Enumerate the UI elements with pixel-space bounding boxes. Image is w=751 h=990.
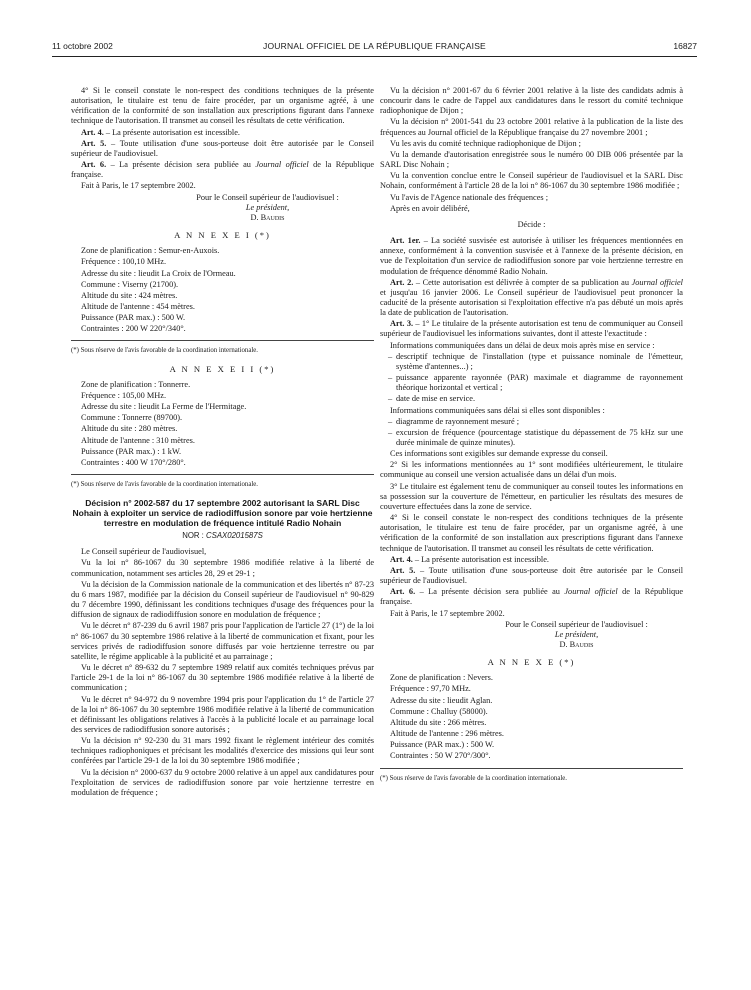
header-page-number: 16827 (673, 41, 697, 51)
annexe-field: Puissance (PAR max.) : 1 kW. (81, 446, 182, 456)
article-text: – La société susvisée est autorisée à utiliser les fréquences mentionnées en annexe, conformément à la convention susvisée et à l'annexe de la présente décision, en vue de l'exploitation d'un service de radiodiffusion sonore par voie hertzienne terrestre en modulation de fréquence dénommé Radio Nohain. (380, 236, 683, 276)
annexe-field: Adresse du site : lieudit La Croix de l'Ormeau. (81, 268, 236, 278)
visa: Vu la décision n° 92-230 du 31 mars 1992 fixant le règlement intérieur des comités techniques radiophoniques et précisant les modalités d'exercice des missions qui leur sont conférées par l'article 29-1 de la loi du 30 septembre 1986 modifiée ; (71, 736, 374, 766)
article-label: Art. 5. (390, 565, 416, 575)
paragraph: 4° Si le conseil constate le non-respect des conditions techniques de la présente autorisation, le titulaire est tenu de faire procéder, par un organisme agréé, à une vérification de la conformité de son installation aux prescriptions figurant dans l'annexe technique de l'autorisation. Il transmet au conseil les résultats de cette vérification. (380, 513, 683, 553)
article-text: – 1° Le titulaire de la présente autorisation est tenu de communiquer au Conseil supérieur de l'audiovisuel les informations suivantes, dont il atteste l'exactitude : (380, 319, 683, 339)
visa: Vu les avis du comité technique radiophonique de Dijon ; (390, 138, 581, 148)
article-4 (380, 555, 683, 565)
annexe-field: Commune : Tonnerre (89700). (81, 413, 183, 423)
annexe-field: Contraintes : 200 W 220°/340°. (81, 324, 186, 334)
list-item-text: date de mise en service. (396, 394, 476, 404)
article-text: – Toute utilisation d'une sous-porteuse doit être autorisée par le Conseil supérieur de l'audiovisuel. (71, 138, 374, 158)
header-rule (52, 56, 697, 57)
annexe-field: Contraintes : 400 W 170°/280°. (81, 457, 186, 467)
divider (380, 768, 683, 769)
article-3 (380, 319, 683, 339)
footnote: (*) Sous réserve de l'avis favorable de la coordination internationale. (71, 481, 258, 488)
visa: Vu la convention conclue entre le Conseil supérieur de l'audiovisuel et la SARL Disc Nohain, conformément à l'article 28 de la loi n° 86-1067 du 30 septembre 1986 modifiée ; (380, 171, 683, 191)
article-text: de la République française. (380, 587, 683, 607)
fait-a-paris: Fait à Paris, le 17 septembre 2002. (390, 608, 505, 618)
signature-line: Pour le Conseil supérieur de l'audiovisuel : (196, 192, 339, 202)
article-text: et jusqu'au 16 janvier 2006. Le Conseil supérieur de l'audiovisuel peut prononcer la caducité de la présente autorisation si l'exploitation effective n'a pas débuté un mois après la date de publication de l'autorisation. (380, 287, 683, 318)
article-label: Art. 3. (390, 319, 414, 329)
visa: Vu la loi n° 86-1067 du 30 septembre 1986 modifiée relative à la liberté de communication, notamment ses articles 28, 29 et 29-1 ; (71, 558, 374, 578)
info-heading: Informations communiquées dans un délai de deux mois après mise en service : (390, 340, 655, 350)
visa: Vu le décret n° 94-972 du 9 novembre 1994 pris pour l'application du 1° de l'article 27 de la loi n° 86-1067 du 30 septembre 1986 modifiée relative à la liberté de communication et définissant les obligations relatives à l'accès à la publicité locale et au parrainage local des services de radiodiffusion sonore autorisés ; (71, 694, 374, 734)
list-item: – date de mise en service. (388, 394, 476, 404)
annexe-field: Fréquence : 97,70 MHz. (390, 684, 471, 694)
paragraph: 2° Si les informations mentionnées au 1° sont modifiées ultérieurement, le titulaire communique au conseil une version actualisée dans un délai d'un mois. (380, 460, 683, 480)
article-4 (71, 128, 374, 138)
annexe-title: A N N E X E (*) (487, 657, 576, 668)
nor-reference (71, 531, 374, 541)
journal-name: Journal officiel (631, 277, 683, 287)
paragraph: 4° Si le conseil constate le non-respect des conditions techniques de la présente autorisation, le titulaire est tenu de faire procéder, par un organisme agréé, à une vérification de la conformité de son installation aux prescriptions figurant dans l'annexe technique de l'autorisation. Il transmet au conseil les résultats de cette vérification. (71, 86, 374, 126)
paragraph: Ces informations sont exigibles sur demande expresse du conseil. (390, 449, 608, 459)
signature-name: D. Baudis (559, 639, 594, 649)
info-heading: Informations communiquées sans délai si elles sont disponibles : (390, 405, 605, 415)
annexe-field: Zone de planification : Semur-en-Auxois. (81, 246, 220, 256)
annexe-field: Altitude du site : 280 mètres. (81, 424, 178, 434)
visa: Vu le décret n° 89-632 du 7 septembre 1989 relatif aux comités techniques prévus par l'article 29-1 de la loi n° 86-1067 du 30 septembre 1986 modifiée relative à la liberté de communication ; (71, 663, 374, 693)
annexe-field: Altitude du site : 266 mètres. (390, 717, 487, 727)
decide-heading: Décide : (517, 219, 546, 229)
signature-block (470, 620, 683, 650)
annexe-field: Adresse du site : lieudit La Ferme de l'Hermitage. (81, 402, 247, 412)
article-text: – Toute utilisation d'une sous-porteuse doit être autorisée par le Conseil supérieur de l'audiovisuel. (380, 565, 683, 586)
annexe-field: Fréquence : 100,10 MHz. (81, 257, 167, 267)
annexe-fields (71, 380, 374, 468)
annexe-field: Altitude de l'antenne : 310 mètres. (81, 435, 195, 445)
article-text: – La présente autorisation est incessible. (412, 554, 549, 564)
article-label: Art. 5. (81, 138, 107, 148)
visa: Vu la décision n° 2001-541 du 23 octobre 2001 relative à la publication de la liste des fréquences au Journal officiel de la République française du 27 novembre 2001 ; (380, 117, 683, 137)
divider (71, 474, 374, 475)
article-6 (71, 160, 374, 180)
fait-a-paris: Fait à Paris, le 17 septembre 2002. (81, 181, 196, 191)
signature-block (161, 193, 374, 223)
list-item: – diagramme de rayonnement mesuré ; (388, 416, 520, 426)
signature-line: Pour le Conseil supérieur de l'audiovisuel : (505, 619, 648, 629)
annexe-field: Adresse du site : lieudit Aglan. (390, 695, 493, 705)
visa: Vu la décision de la Commission nationale de la communication et des libertés n° 87-23 du 6 mars 1987, modifiée par la décision du Conseil supérieur de l'audiovisuel n° 90-829 du 7 décembre 1990, définissant les conditions techniques d'usage des fréquences pour la diffusion de signaux de radiodiffusion sonore en modulation de fréquence ; (71, 579, 374, 620)
signature-role: Le président, (245, 202, 290, 212)
article-5 (380, 566, 683, 586)
page-header (52, 41, 697, 57)
article-label: Art. 2. (390, 277, 414, 287)
article-text: – La présente décision sera publiée au (106, 160, 256, 170)
annexe-title: A N N E X E I (*) (174, 230, 271, 241)
article-label: Art. 1er. (390, 236, 421, 246)
left-column (71, 86, 374, 799)
annexe-field: Contraintes : 50 W 270°/300°. (390, 751, 491, 761)
article-label: Art. 6. (390, 587, 416, 597)
annexe-title: A N N E X E I I (*) (169, 363, 276, 374)
divider (71, 340, 374, 341)
annexe-field: Commune : Viserny (21700). (81, 279, 179, 289)
signature-role: Le président, (554, 629, 599, 639)
article-text: de la République française. (71, 160, 374, 180)
article-label: Art. 4. (390, 554, 413, 564)
annexe-field: Altitude de l'antenne : 296 mètres. (390, 729, 504, 739)
annexe-field: Fréquence : 105,00 MHz. (81, 390, 167, 400)
annexe-fields (380, 673, 683, 761)
visa: Vu la décision n° 2001-67 du 6 février 2001 relative à la liste des candidats admis à concourir dans le cadre de l'appel aux candidatures dans le ressort du comité technique radiophonique de Dijon ; (380, 86, 683, 116)
decision-title: Décision n° 2002-587 du 17 septembre 2002 autorisant la SARL Disc Nohain à exploiter un service de radiodiffusion sonore par voie hertzienne terrestre en modulation de fréquence intitulé Radio Nohain (72, 498, 373, 529)
article-text: – Cette autorisation est délivrée à compter de sa publication au (413, 277, 632, 287)
annexe-field: Zone de planification : Nevers. (390, 673, 493, 683)
article-label: Art. 6. (81, 160, 107, 170)
header-title: JOURNAL OFFICIEL DE LA RÉPUBLIQUE FRANÇAISE (263, 41, 486, 51)
article-6 (380, 587, 683, 607)
article-5 (71, 139, 374, 159)
footnote: (*) Sous réserve de l'avis favorable de la coordination internationale. (71, 347, 258, 355)
nor-label: NOR : (182, 531, 207, 541)
annexe-fields (71, 246, 374, 334)
visa: Vu le décret n° 87-239 du 6 avril 1987 pris pour l'application de l'article 27 (1°) de la loi n° 86-1067 du 30 septembre 1986 relative à la liberté de communication et fixant, pour les services privés de radiodiffusion sonore diffusés par voie hertzienne terrestre ou par satellite, le régime applicable à la publicité et au parrainage ; (71, 621, 374, 661)
annexe-field: Zone de planification : Tonnerre. (81, 379, 191, 389)
annexe-field: Puissance (PAR max.) : 500 W. (390, 740, 495, 750)
visa: Vu la décision n° 2000-637 du 9 octobre 2000 relative à un appel aux candidatures pour l'exploitation de services de radiodiffusion sonore par voie hertzienne terrestre en modulation de fréquence ; (71, 767, 374, 797)
annexe-field: Puissance (PAR max.) : 500 W. (81, 313, 186, 323)
right-column (380, 86, 683, 785)
annexe-field: Commune : Challuy (58000). (390, 706, 488, 716)
list-item-text: puissance apparente rayonnée (PAR) maximale et diagramme de rayonnement théorique horizontal et vertical ; (396, 373, 683, 393)
list-item: – excursion de fréquence (pourcentage statistique du dépassement de 75 kHz sur une durée minimale de quinze minutes). (388, 427, 683, 447)
article-label: Art. 4. (81, 127, 104, 137)
list-item: – puissance apparente rayonnée (PAR) maximale et diagramme de rayonnement théorique horizontal et vertical ; (388, 373, 683, 393)
signature-name: D. Baudis (250, 212, 285, 222)
journal-name: Journal officiel (255, 160, 309, 170)
list-item-text: descriptif technique de l'installation (type et puissance nominale de l'émetteur, système d'antennes...) ; (396, 351, 683, 371)
footnote: (*) Sous réserve de l'avis favorable de la coordination internationale. (380, 774, 567, 782)
visa: Le Conseil supérieur de l'audiovisuel, (81, 547, 207, 557)
article-text: – La présente autorisation est incessible. (103, 127, 240, 137)
article-text: – La présente décision sera publiée au (415, 587, 565, 597)
visa: Après en avoir délibéré, (390, 203, 470, 213)
annexe-field: Altitude du site : 424 mètres. (81, 290, 178, 300)
list-item-text: diagramme de rayonnement mesuré ; (396, 416, 520, 426)
article-1 (380, 236, 683, 277)
visa: Vu l'avis de l'Agence nationale des fréquences ; (390, 192, 548, 202)
paragraph: 3° Le titulaire est également tenu de communiquer au conseil toutes les informations en sa possession sur la couverture de l'émetteur, en particulier les résultats des mesures de couverture effectuées dans la zone de service. (380, 481, 683, 511)
nor-value: CSAX0201587S (206, 531, 263, 541)
list-item-text: excursion de fréquence (pourcentage statistique du dépassement de 75 kHz sur une durée minimale de quinze minutes). (396, 427, 683, 447)
article-2 (380, 278, 683, 319)
journal-name: Journal officiel (564, 587, 618, 597)
visa: Vu la demande d'autorisation enregistrée sous le numéro 00 DIB 006 présentée par la SARL Disc Nohain ; (380, 149, 683, 170)
header-date: 11 octobre 2002 (52, 41, 113, 51)
annexe-field: Altitude de l'antenne : 454 mètres. (81, 301, 195, 311)
list-item: – descriptif technique de l'installation (type et puissance nominale de l'émetteur, système d'antennes...) ; (388, 351, 683, 371)
